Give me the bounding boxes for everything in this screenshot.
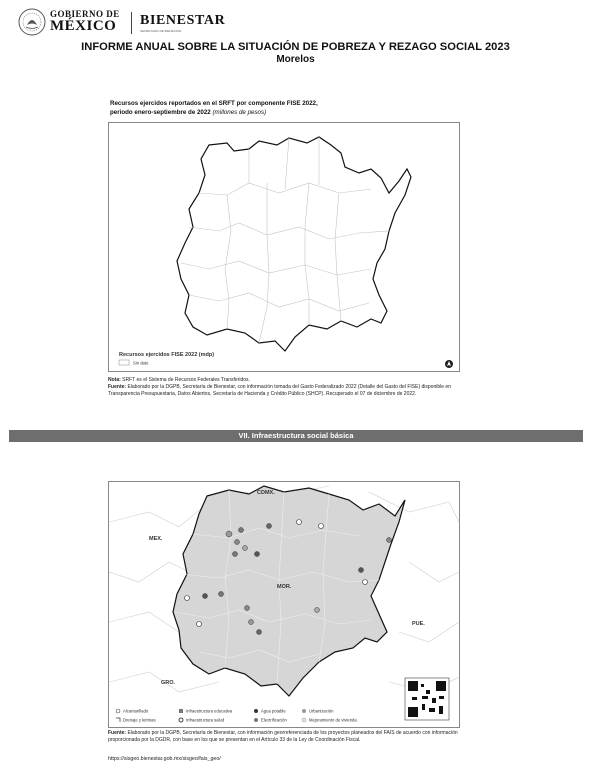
drenaje-letrinas-icon [116, 718, 120, 722]
north-arrow-icon [445, 360, 453, 368]
qr-code-icon [405, 678, 449, 720]
infraestructura-salud-icon [179, 718, 183, 722]
gob-big-text: MÉXICO [50, 18, 117, 34]
morelos-outline [177, 137, 411, 351]
gobierno-de-mexico-logo [18, 8, 120, 36]
note-label: Nota: [108, 377, 121, 383]
map2-source [108, 730, 460, 744]
sisgeo-link[interactable]: https://sisgeo.bienestar.gob.mx/sisgeo/fais_geo/ [108, 756, 221, 762]
infraestructura-educativa-icon [179, 709, 183, 713]
map1-source-text: Elaborado por la DGPB, Secretaría de Bienestar, con información tomada del Gasto Federalizado 2022 (Detalle del Gasto del FISE) disponible en Transparencia Presupuestaria, Datos Abiertos, Secretaría de Hacienda y Crédito Público (SHCP). Recuperado el 07 de diciembre de 2022. [108, 383, 451, 397]
legend-alcantarillado: Alcantarillado [123, 708, 149, 714]
note-text: SRFT es el Sistema de Recursos Federales Transferidos. [122, 377, 250, 383]
legend-infraestructura-salud: Infraestructura salud [186, 717, 225, 723]
mejoramiento-vivienda-icon [302, 718, 306, 722]
legend-drenaje-letrinas: Drenaje y letrinas [123, 717, 156, 723]
logo-divider [131, 12, 132, 34]
map1-legend-item: Sin dato [133, 360, 149, 366]
bienestar-subtitle: SECRETARÍA DE BIENESTAR [140, 29, 182, 33]
label-cdmx: CDMX. [257, 490, 275, 496]
map1-legend-title: Recursos ejercidos FISE 2022 (mdp) [119, 352, 215, 358]
fise-map [108, 122, 460, 372]
map2-source-text: Elaborado por la DGPB, Secretaría de Bienestar, con información georreferenciada de los proyectos planeados del FAIS de acuerdo con información proporcionada por la DGDR, con base en los que se presentan en el Artículo 33 de la Ley de Coordinación Fiscal. [108, 730, 458, 743]
map2-source-label: Fuente: [108, 730, 127, 736]
agua-potable-icon [254, 709, 258, 713]
legend-agua-potable: Agua potable [261, 708, 286, 714]
legend-urbanizacion: Urbanización [309, 708, 334, 714]
bienestar-logo-text: BIENESTAR [140, 13, 226, 28]
legend-mejoramiento-vivienda: Mejoramiento de vivienda [309, 717, 357, 723]
map1-caption-unit: (millones de pesos) [212, 109, 267, 116]
infraestructura-projects-map [109, 482, 459, 727]
label-gro: GRO. [161, 680, 176, 686]
legend-swatch-sin-dato [119, 360, 129, 365]
legend-infraestructura-educativa: Infraestructura educativa [186, 708, 233, 714]
infraestructura-map [108, 481, 460, 728]
national-seal-icon [18, 8, 46, 36]
label-mex: MEX. [149, 536, 163, 542]
map1-notes [108, 377, 460, 398]
label-pue: PUE. [412, 621, 425, 627]
report-title: INFORME ANUAL SOBRE LA SITUACIÓN DE POBREZA Y REZAGO SOCIAL 2023 [81, 41, 510, 53]
morelos-shaded-region [173, 486, 405, 696]
report-state: Morelos [276, 54, 315, 65]
legend-electrificacion: Electrificación [261, 717, 287, 723]
morelos-municipal-map [109, 123, 459, 371]
urbanizacion-icon [302, 709, 306, 713]
map2-legend [116, 709, 357, 723]
map1-caption-line1: Recursos ejercidos reportados en el SRFT por componente FISE 2022, [110, 100, 318, 107]
map1-source-label: Fuente: [108, 383, 127, 390]
label-mor: MOR. [277, 584, 292, 590]
gob-small-text: GOBIERNO DE [50, 9, 120, 19]
alcantarillado-icon [116, 709, 120, 713]
electrificacion-icon [254, 718, 258, 722]
map1-caption-line2: periodo enero-septiembre de 2022 [110, 109, 211, 116]
map1-caption [110, 99, 410, 117]
section-header-band: VII. Infraestructura social básica [9, 430, 583, 442]
